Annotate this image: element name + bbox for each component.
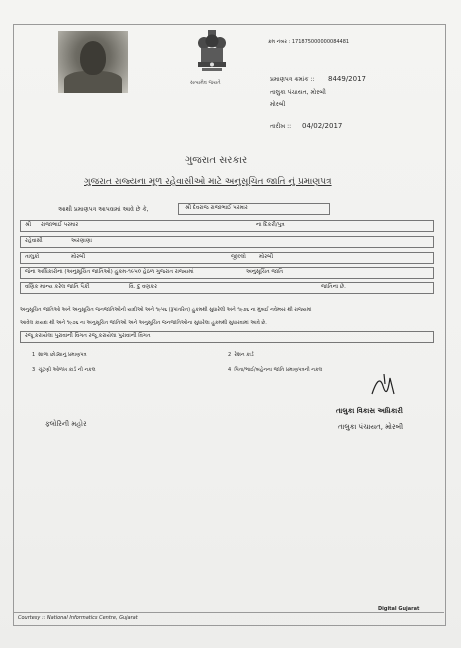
officer-signature [370, 372, 400, 398]
proof-item: 1 શાળા છોડ્યાનું પ્રમાણપત્ર [32, 352, 87, 358]
legal-paragraph-line2: આવેલ કાયદા થી અને ૧૯૭૬ ના અનુસૂચિત જાતિઓ અને અનુસૂચિત જનજાતિઓના સુધારેલા હુકમથી સુધારવામાં આવે છે. [20, 320, 267, 326]
footer-divider [13, 612, 444, 613]
resident-row [20, 236, 434, 248]
issuing-place: મોરબી [270, 101, 286, 108]
applicant-photo [58, 31, 128, 93]
issuing-office: તાલુકા પંચાયત, મોરબી [270, 89, 326, 96]
date-label: તારીખ :: [270, 123, 292, 130]
intro-text: આથી પ્રમાણપત્ર આપવામાં આવે છે કે, [58, 206, 149, 213]
taluka-row [20, 252, 434, 264]
name-row [20, 220, 434, 232]
emblem-caption: સત્યમેવ જયતે [190, 80, 221, 86]
village-name: અરણાણા [71, 238, 92, 244]
proof-heading: રજૂ કરાયેલા પુરાવાની વિગત રજૂ કરાયેલા પુરાવાની વિગત [25, 333, 151, 339]
proof-item: 3 ચૂંટણી ઓળખ કાર્ડ ની નકલ [32, 367, 96, 373]
legal-paragraph-line1: અનુસૂચિત જાતિઓ અને અનુસૂચિત જનજાતિઓની યાદીઓ અને ૧૯૫૬ (રૂપાંતરિત) હુકમથી સુધારેલી અને ૧૯૭૬ ના મુંબઈ નવેમ્બર થી રાજ્યમાં [20, 307, 312, 313]
seal-note: ફ્લોરિની મહોર [45, 420, 87, 428]
caste-label: વણિક માન્ય કરેલ જાતિ પૈકી [25, 284, 90, 290]
officer-title: તાલુકા વિકાસ અધિકારી [336, 407, 403, 415]
caste-name: વિ. દુ વણકર [129, 284, 157, 290]
certificate-title: ગુજરાત રાજ્યના મૂળ રહેવાસીઓ માટે અનુસૂચિત જાતિ નું પ્રમાણપત્ર [84, 177, 332, 187]
state-emblem-icon [193, 28, 231, 78]
courtesy-text: Courtesy :: National Informatics Centre, Gujarat [18, 615, 138, 621]
district-label: જીલ્લો [231, 254, 246, 260]
serial-number: ક્રમ નંબર : 171875000000084481 [268, 39, 350, 45]
caste-tail: જાતિના છે. [321, 284, 346, 290]
certificate-no: 8449/2017 [328, 75, 366, 83]
digital-gujarat-brand: Digital Gujarat [378, 606, 420, 612]
certificate-no-label: પ્રમાણપત્ર ક્રમાંક :: [270, 76, 315, 83]
proof-item: 4 પિતા/ભાઈ/બહેનના જાતિ પ્રમાણપત્રની નકલ [228, 367, 323, 373]
applicant-name: રાજાભાઈ પરમાર [41, 222, 79, 228]
government-title: ગુજરાત સરકાર [185, 155, 248, 166]
proof-item: 2 રેશન કાર્ડ [228, 352, 254, 358]
resident-label: રહેવાસી [25, 238, 43, 244]
father-name-box [178, 203, 330, 215]
taluka-name: મોરબી [71, 254, 86, 260]
caste-clause: જેના અધિકારોના (અનુસૂચિત જાતિઓ) હુકમ-૧૯૫૦ હેઠળ ગુજરાત રાજ્યમાં [25, 269, 194, 275]
father-name: શ્રી દેવરાજ રાજાભાઈ પરમાર [185, 205, 248, 211]
relation-label: ના દિકરી/પુત્ર [256, 222, 285, 228]
taluka-label: તાલુકો [25, 254, 40, 260]
caste-clause-row [20, 267, 434, 279]
district-name: મોરબી [259, 254, 274, 260]
officer-office: તાલુકા પંચાયત, મોરબી [338, 423, 404, 431]
caste-category: અનુસૂચિત જાતિ [246, 269, 284, 275]
issue-date: 04/02/2017 [302, 122, 343, 130]
proof-heading-row [20, 331, 434, 343]
caste-name-row [20, 282, 434, 294]
name-prefix: શ્રી [25, 222, 32, 228]
